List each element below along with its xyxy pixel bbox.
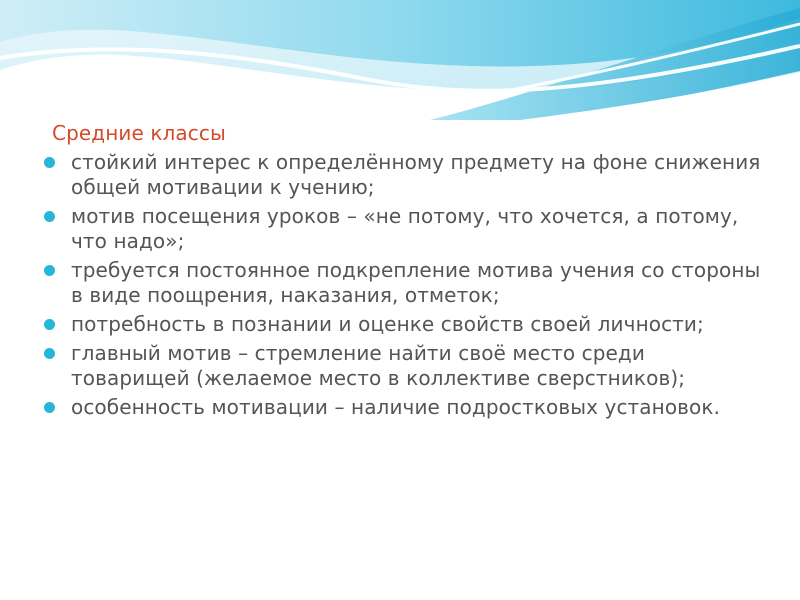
bullet-text: стойкий интерес к определённому предмету на фоне снижения общей мотивации к учению; [71,150,761,199]
bullet-dot-icon [44,265,55,276]
bullet-item [44,150,764,200]
bullet-item [44,204,764,254]
bullet-text: главный мотив – стремление найти своё место среди товарищей (желаемое место в коллективе сверстников); [71,341,686,390]
bullet-item [44,312,764,337]
bullet-text: требуется постоянное подкрепление мотива учения со стороны в виде поощрения, наказания, отметок; [71,258,761,307]
bullet-dot-icon [44,157,55,168]
bullet-dot-icon [44,211,55,222]
bullet-text: мотив посещения уроков – «не потому, что хочется, а потому, что надо»; [71,204,739,253]
wave-header-decoration [0,0,800,120]
bullet-item [44,341,764,391]
bullet-dot-icon [44,319,55,330]
slide-subtitle: Средние классы [52,121,226,145]
bullet-dot-icon [44,402,55,413]
bullet-text: особенность мотивации – наличие подростковых установок. [71,395,721,419]
bullet-item [44,395,764,420]
slide-content [44,121,764,424]
bullet-text: потребность в познании и оценке свойств своей личности; [71,312,704,336]
bullet-dot-icon [44,348,55,359]
bullet-list [44,150,764,420]
bullet-item [44,258,764,308]
